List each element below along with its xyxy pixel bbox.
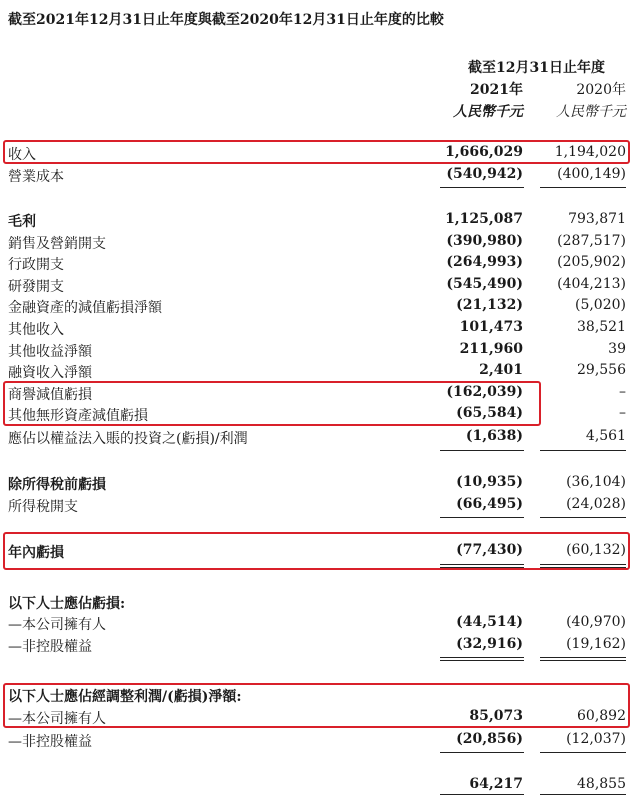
row-label: —非控股權益	[8, 734, 92, 750]
value-2021: (66,495)	[456, 496, 523, 512]
value-2021: (390,980)	[446, 233, 523, 249]
value-2021: (264,993)	[446, 254, 523, 270]
value-2021: 1,666,029	[445, 144, 523, 160]
value-2021: (65,584)	[456, 405, 523, 421]
row-label: 商譽減值虧損	[8, 387, 92, 403]
value-2021: (540,942)	[446, 166, 523, 182]
row-label: 融資收入淨額	[8, 365, 92, 381]
value-2020: 793,871	[568, 211, 626, 227]
page-title: 截至2021年12月31日止年度與截至2020年12月31日止年度的比較	[8, 12, 444, 28]
row-label: 年內虧損	[8, 545, 64, 561]
row-label: 金融資產的減值虧損淨額	[8, 300, 162, 316]
value-2020: (205,902)	[557, 254, 626, 270]
row-label: —本公司擁有人	[8, 617, 106, 633]
value-2020: 4,561	[585, 428, 626, 444]
value-2020: (40,970)	[566, 614, 626, 630]
value-2020: 1,194,020	[554, 144, 626, 160]
section-heading: 以下人士應佔經調整利潤/(虧損)淨額:	[8, 689, 242, 705]
section-heading: 以下人士應佔虧損:	[8, 596, 126, 612]
highlight-box-revenue	[3, 140, 630, 164]
row-label: 銷售及營銷開支	[8, 236, 106, 252]
value-2020: (400,149)	[557, 166, 626, 182]
value-2021: (21,132)	[456, 297, 523, 313]
row-label: 行政開支	[8, 257, 64, 273]
value-2020: (287,517)	[557, 233, 626, 249]
value-2021: (77,430)	[456, 542, 523, 558]
highlight-box-impairment	[3, 381, 541, 426]
row-label: 其他收益淨額	[8, 344, 92, 360]
value-2020: –	[619, 384, 626, 400]
value-2021: (1,638)	[465, 428, 523, 444]
row-label: 除所得稅前虧損	[8, 477, 106, 493]
value-2020: –	[619, 405, 626, 421]
period-header: 截至12月31日止年度	[468, 60, 605, 76]
row-label: 其他無形資產減值虧損	[8, 408, 148, 424]
row-label: 其他收入	[8, 322, 64, 338]
value-2021: (20,856)	[456, 731, 523, 747]
value-2020: (36,104)	[566, 474, 626, 490]
row-label: 研發開支	[8, 279, 64, 295]
value-2021: (44,514)	[456, 614, 523, 630]
row-label: —本公司擁有人	[8, 711, 106, 727]
value-2020: (5,020)	[574, 297, 626, 313]
value-2020: (404,213)	[557, 276, 626, 292]
value-2021: (545,490)	[446, 276, 523, 292]
unit-2020-header: 人民幣千元	[556, 104, 626, 120]
value-2020: 29,556	[577, 362, 626, 378]
value-2021: 64,217	[469, 776, 523, 792]
value-2021: (10,935)	[456, 474, 523, 490]
value-2021: 2,401	[479, 362, 523, 378]
highlight-box-adjusted-profit	[3, 683, 630, 728]
year-2021-header: 2021年	[470, 82, 523, 98]
row-label: 收入	[8, 147, 36, 163]
value-2021: 85,073	[469, 708, 523, 724]
value-2020: 38,521	[577, 319, 626, 335]
value-2020: (19,162)	[566, 636, 626, 652]
highlight-box-loss-for-year	[3, 532, 630, 570]
row-label: 所得稅開支	[8, 499, 78, 515]
row-label: 營業成本	[8, 169, 64, 185]
row-label: 毛利	[8, 214, 36, 230]
value-2020: 60,892	[577, 708, 626, 724]
value-2021: (32,916)	[456, 636, 523, 652]
value-2021: 211,960	[459, 341, 523, 357]
value-2020: (60,132)	[566, 542, 626, 558]
value-2020: 39	[608, 341, 626, 357]
year-2020-header: 2020年	[576, 82, 626, 98]
value-2020: (24,028)	[566, 496, 626, 512]
value-2021: (162,039)	[446, 384, 523, 400]
value-2021: 1,125,087	[445, 211, 523, 227]
row-label: —非控股權益	[8, 639, 92, 655]
row-label: 應佔以權益法入賬的投資之(虧損)/利潤	[8, 431, 248, 447]
value-2020: 48,855	[577, 776, 626, 792]
unit-2021-header: 人民幣千元	[453, 104, 523, 120]
value-2021: 101,473	[459, 319, 523, 335]
value-2020: (12,037)	[566, 731, 626, 747]
